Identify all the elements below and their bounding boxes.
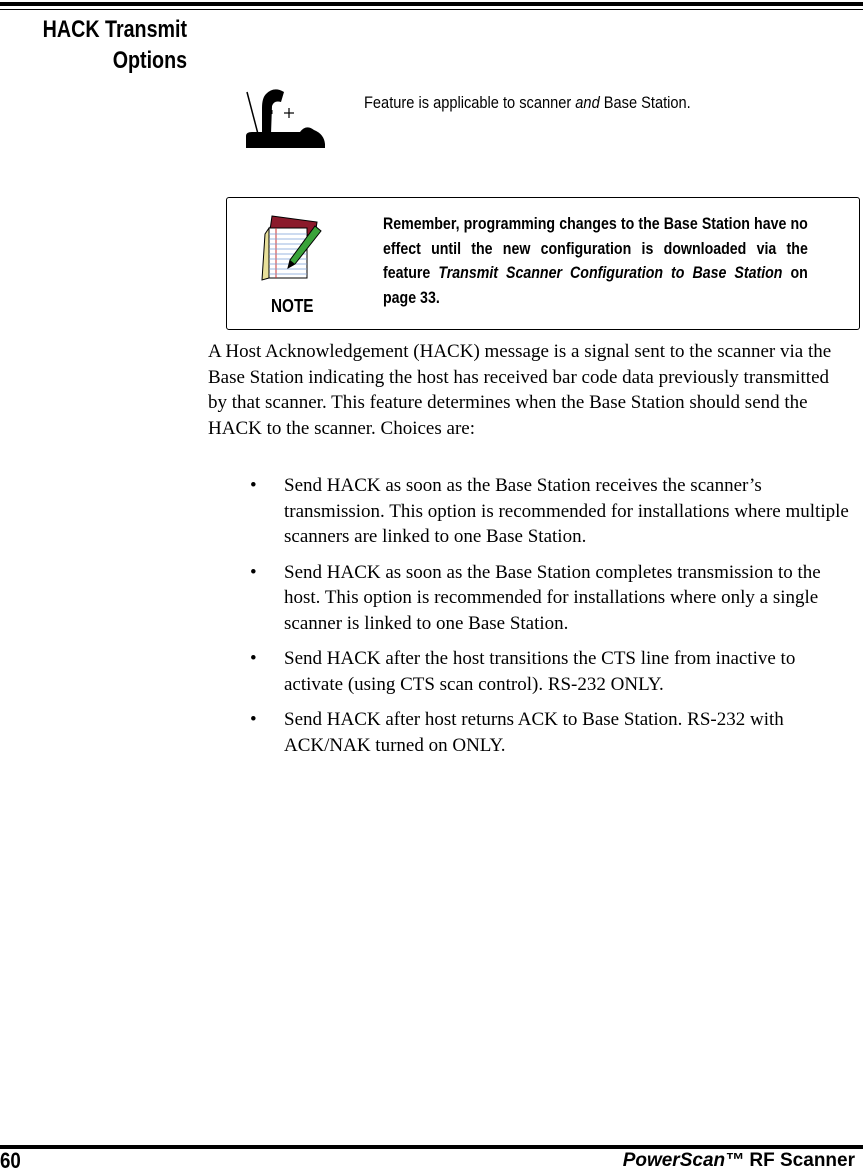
note-crossref-link[interactable]: Transmit Scanner Configuration to Base Station	[438, 264, 783, 282]
bullet-dot: •	[250, 709, 257, 730]
bullet-dot: •	[250, 475, 257, 496]
applicability-emphasis: and	[575, 93, 600, 112]
list-item-text: Send HACK after host returns ACK to Base Station. RS-232 with ACK/NAK turned on ONLY.	[284, 709, 784, 756]
note-label: NOTE	[271, 296, 314, 316]
list-item-text: Send HACK after the host transitions the CTS line from inactive to activate (using CTS scan control). RS-232 ONLY.	[284, 648, 796, 695]
footer-product-title	[623, 1150, 855, 1172]
applicability-before: Feature is applicable to scanner	[364, 93, 576, 112]
list-item	[208, 646, 853, 697]
applicability-after: Base Station.	[599, 93, 691, 112]
list-item	[208, 560, 853, 637]
notepad-pencil-icon	[259, 212, 329, 282]
section-title-line2: Options	[112, 47, 187, 74]
list-item-text: Send HACK as soon as the Base Station completes transmission to the host. This option is recommended for installations where only a single scanner is linked to one Base Station.	[284, 561, 821, 634]
list-item-text: Send HACK as soon as the Base Station receives the scanner’s transmission. This option is recommended for installations where multiple scanners are linked to one Base Station.	[284, 475, 849, 547]
note-text-after: on page 33.	[383, 264, 808, 307]
bullet-dot: •	[250, 561, 257, 583]
applicability-text	[364, 93, 691, 113]
top-rule	[0, 2, 863, 6]
top-rule-thin	[0, 9, 863, 10]
footer-rule	[0, 1145, 863, 1149]
footer-brand: PowerScan™	[622, 1150, 745, 1171]
list-item	[208, 707, 853, 758]
note-text-before: Remember, programming changes to the Base Station have no effect until the new configuration is downloaded via the feature	[383, 215, 808, 282]
section-title	[43, 14, 187, 76]
list-item	[208, 473, 853, 550]
page-number: 60	[0, 1148, 21, 1173]
body-paragraph: A Host Acknowledgement (HACK) message is a signal sent to the scanner via the Base Station indicating the host has received bar code data previously transmitted by that scanner. This feature determines when the Base Station should send the HACK to the scanner. Choices are:	[208, 341, 832, 439]
note-text	[383, 212, 808, 310]
note-box	[226, 197, 860, 330]
bullet-dot: •	[250, 648, 257, 669]
footer-product-rest: RF Scanner	[744, 1150, 855, 1171]
scanner-base-station-icon	[244, 82, 326, 152]
choices-list	[208, 473, 853, 768]
section-title-line1: HACK Transmit	[42, 16, 187, 43]
